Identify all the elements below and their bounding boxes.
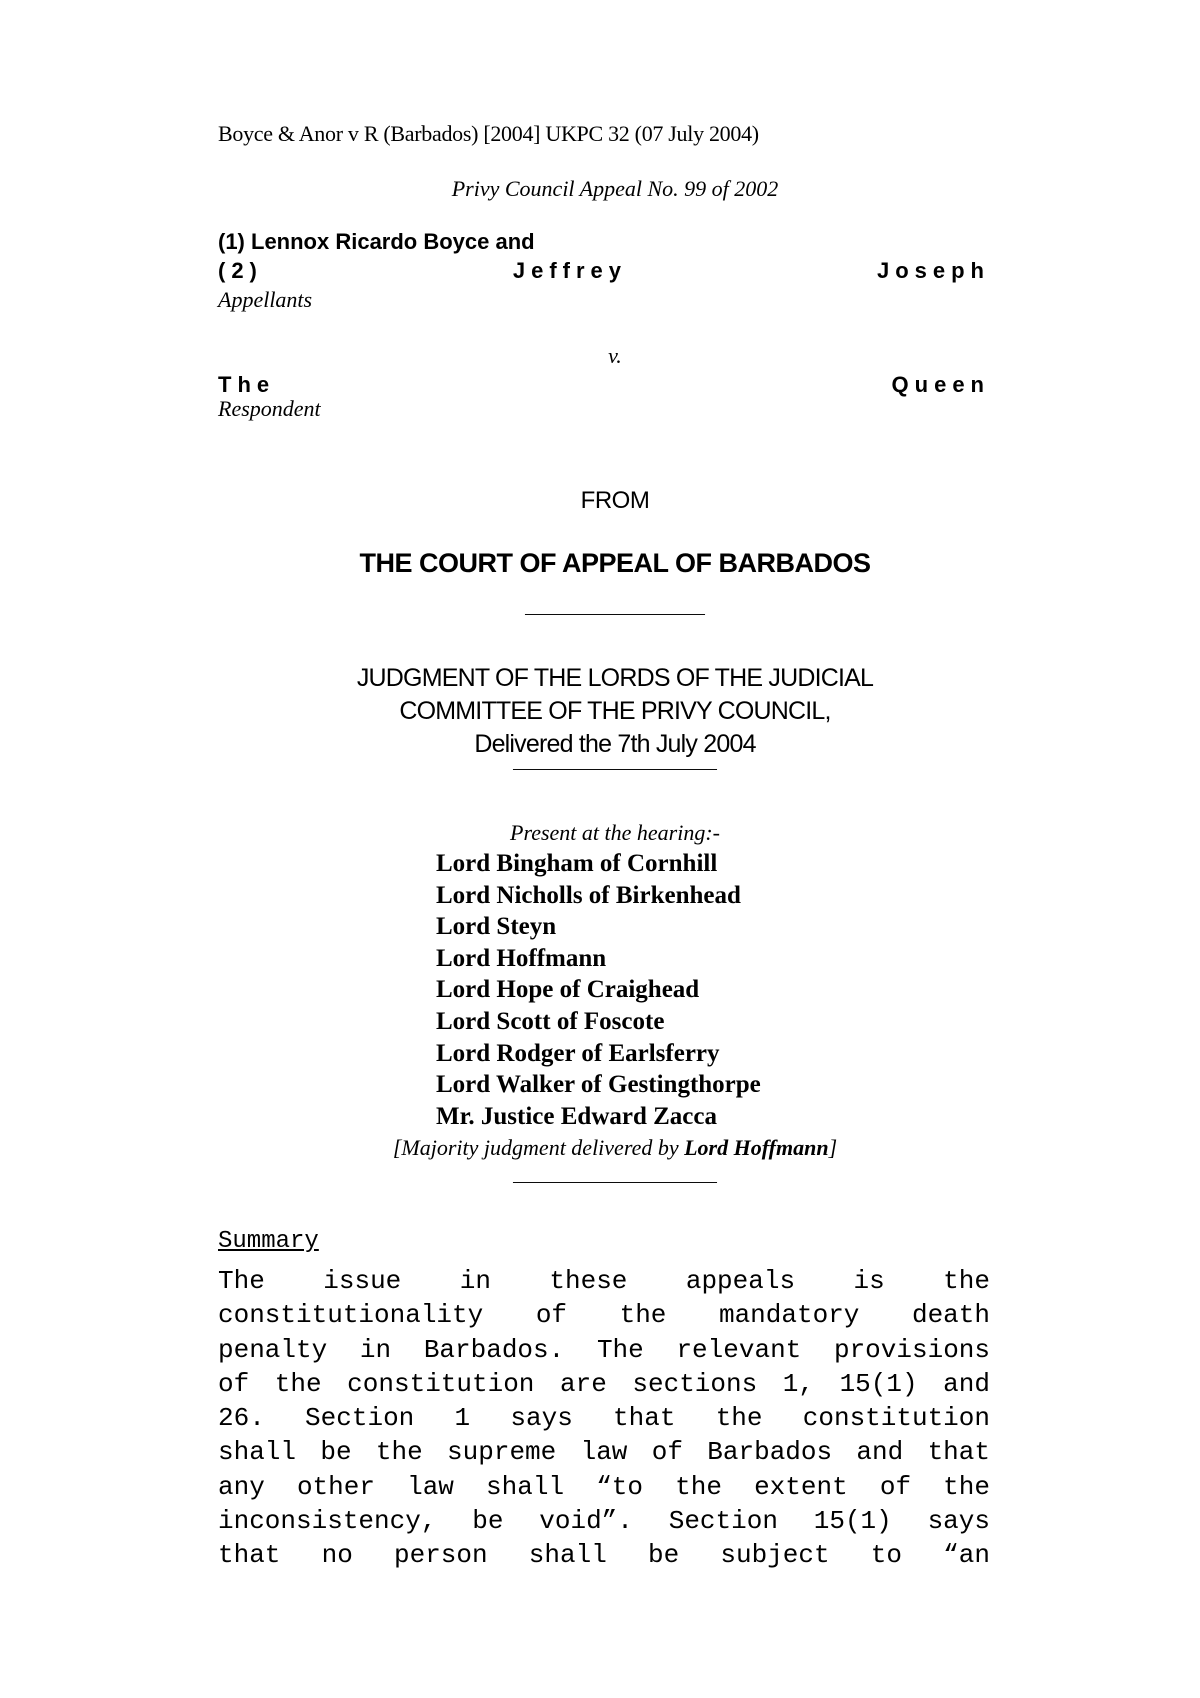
majority-prefix: [Majority judgment delivered by [392,1135,685,1160]
summary-line: 26. Section 1 says that the constitution [218,1403,990,1434]
summary-line: inconsistency, be void”. Section 15(1) says [218,1506,990,1537]
lord-item: Mr. Justice Edward Zacca [436,1102,717,1130]
lord-item: Lord Steyn [436,913,557,941]
appeal-number: Privy Council Appeal No. 99 of 2002 [451,176,779,201]
summary-line: The issue in these appeals is the [218,1266,990,1296]
respondent-word-1: The [218,372,276,397]
court-title: THE COURT OF APPEAL OF BARBADOS [359,548,871,578]
summary-line: of the constitution are sections 1, 15(1) and [218,1368,990,1399]
party-2-first-name: Jeffrey [512,258,627,283]
lord-item: Lord Nicholls of Birkenhead [436,881,741,909]
summary-line: constitutionality of the mandatory death [218,1300,990,1331]
appellants-label: Appellants [218,287,313,312]
party-2-last-name: Joseph [876,258,990,283]
lord-item: Lord Rodger of Earlsferry [436,1039,720,1067]
summary-line: penalty in Barbados. The relevant provisions [218,1334,990,1365]
judgment-line-3: Delivered the 7th July 2004 [474,730,756,758]
lord-item: Lord Bingham of Cornhill [436,850,718,877]
party-1: (1) Lennox Ricardo Boyce and [218,229,535,254]
lord-item: Lord Hoffmann [436,944,607,972]
divider-1: _______________ [524,597,706,620]
lord-item: Lord Scott of Foscote [436,1007,665,1035]
summary-heading: Summary [218,1228,319,1255]
divider-2: _________________ [512,752,718,775]
respondent-word-2: Queen [891,372,990,397]
lord-item: Lord Walker of Gestingthorpe [436,1071,761,1099]
summary-line: shall be the supreme law of Barbados and that [218,1437,990,1468]
majority-note [0,1135,1200,1161]
versus-label: v. [608,343,622,368]
judgment-line-2: COMMITTEE OF THE PRIVY COUNCIL, [399,697,831,725]
party-2-number: (2) [218,258,263,283]
judgment-heading [0,662,1200,761]
lords-list [436,848,761,1132]
from-label: FROM [580,487,650,514]
lord-item: Lord Hope of Craighead [436,976,700,1004]
party-2 [218,258,990,284]
majority-lord: Lord Hoffmann [684,1135,829,1160]
respondent-label: Respondent [218,396,321,421]
summary-paragraph [218,1264,990,1573]
present-label: Present at the hearing:- [510,820,720,845]
case-citation: Boyce & Anor v R (Barbados) [2004] UKPC 32 (07 July 2004) [218,121,759,146]
summary-line: that no person shall be subject to “an [218,1540,990,1571]
divider-3: _________________ [512,1165,718,1188]
summary-line: any other law shall “to the extent of the [218,1471,990,1502]
judgment-line-1: JUDGMENT OF THE LORDS OF THE JUDICIAL [356,664,874,692]
respondent-party [218,372,990,398]
majority-suffix: ] [828,1135,838,1160]
